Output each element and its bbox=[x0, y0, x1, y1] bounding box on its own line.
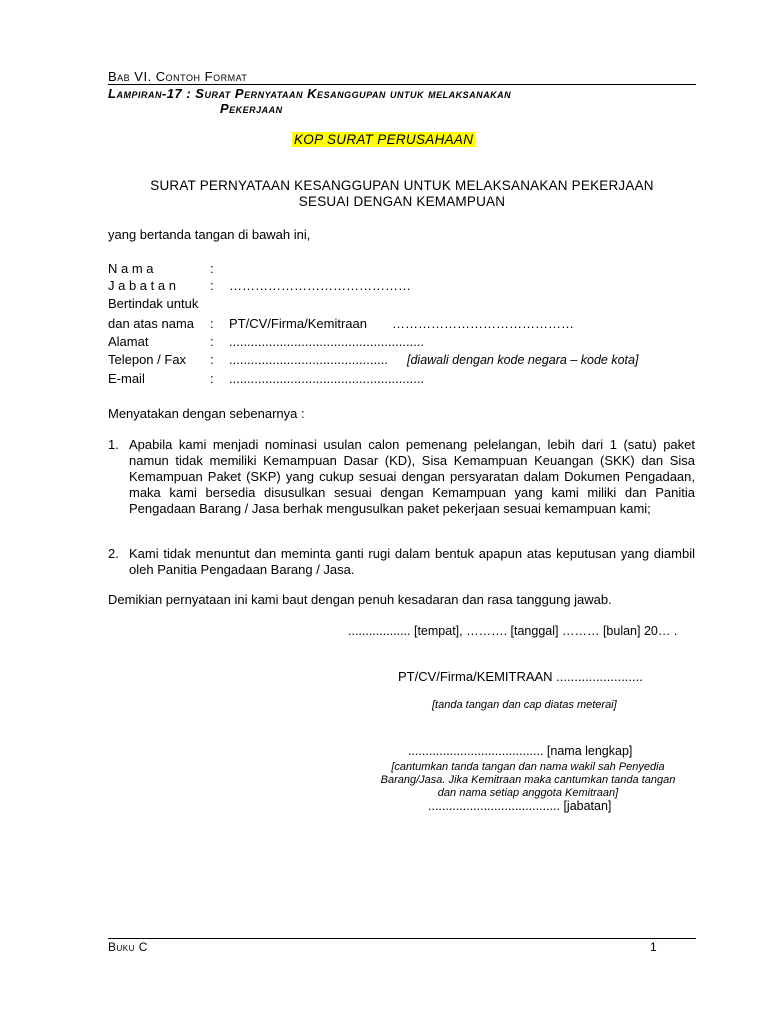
jabatan-colon: : bbox=[210, 278, 214, 293]
telepon-value: ............................................ bbox=[229, 352, 388, 367]
intro-text: yang bertanda tangan di bawah ini, bbox=[108, 227, 311, 242]
alamat-colon: : bbox=[210, 334, 214, 349]
item-number: 2. bbox=[108, 546, 119, 561]
jabatan-value: …………………………………… bbox=[229, 278, 411, 293]
document-title-line2: SESUAI DENGAN KEMAMPUAN bbox=[298, 194, 506, 209]
company-line: PT/CV/Firma/KEMITRAAN ........................ bbox=[398, 669, 643, 684]
closing-text: Demikian pernyataan ini kami baut dengan penuh kesadaran dan rasa tanggung jawab. bbox=[108, 592, 612, 607]
declaration-text: Menyatakan dengan sebenarnya : bbox=[108, 406, 305, 421]
bertindak-label-line1: Bertindak untuk bbox=[108, 296, 199, 311]
nama-label: N a m a bbox=[108, 261, 154, 276]
footer-book: Buku C bbox=[108, 940, 148, 954]
header-rule bbox=[108, 84, 696, 85]
page-number: 1 bbox=[650, 940, 657, 954]
position-line: ...................................... [jabatan] bbox=[428, 799, 612, 813]
name-note-line3: dan nama setiap anggota Kemitraan] bbox=[437, 787, 619, 799]
jabatan-label: J a b a t a n bbox=[108, 278, 176, 293]
bertindak-label-line2: dan atas nama bbox=[108, 316, 195, 331]
nama-colon: : bbox=[210, 261, 214, 276]
email-value: ...................................................... bbox=[229, 371, 425, 386]
alamat-value: ...................................................... bbox=[229, 334, 425, 349]
document-title-line1: SURAT PERNYATAAN KESANGGUPAN UNTUK MELAKSANAKAN PEKERJAAN bbox=[150, 178, 654, 193]
place-date-line: .................. [tempat], ………. [tanggal] ……… [bulan] 20… . bbox=[348, 624, 678, 638]
item-number: 1. bbox=[108, 437, 119, 452]
name-note-line2: Barang/Jasa. Jika Kemitraan maka cantumkan tanda tangan bbox=[380, 774, 676, 786]
lampiran-title-line1: Lampiran-17 : Surat Pernyataan Kesanggupan untuk melaksanakan bbox=[108, 86, 512, 101]
telepon-label: Telepon / Fax bbox=[108, 352, 187, 367]
bertindak-value: PT/CV/Firma/Kemitraan bbox=[229, 316, 367, 331]
name-line: ....................................... [nama lengkap] bbox=[408, 744, 633, 758]
stamp-note: [tanda tangan dan cap diatas meterai] bbox=[432, 699, 617, 711]
email-label: E-mail bbox=[108, 371, 145, 386]
kop-surat-placeholder: KOP SURAT PERUSAHAAN bbox=[294, 132, 474, 147]
list-item: Apabila kami menjadi nominasi usulan calon pemenang pelelangan, lebih dari 1 (satu) paket namun tidak memiliki Kemampuan Dasar (KD), Sisa Kemampuan Keuangan (SKK) dan Sisa Kemampuan Paket (SKP) yang cukup sesuai dengan persyaratan dalam Dokumen Pengadaan, maka kami bersedia disusulkan sesuai dengan Kemampuan yang kami miliki dan Panitia Pengadaan Barang / Jasa berhak mengusulkan paket pekerjaan sesuai kemampuan kami; bbox=[129, 437, 695, 516]
footer-rule bbox=[108, 938, 696, 939]
chapter-header: Bab VI. Contoh Format bbox=[108, 69, 248, 84]
telepon-colon: : bbox=[210, 352, 214, 367]
bertindak-dots: …………………………………… bbox=[392, 316, 574, 331]
lampiran-title-line2: Pekerjaan bbox=[220, 101, 283, 116]
name-note-line1: [cantumkan tanda tangan dan nama wakil sah Penyedia bbox=[391, 761, 665, 773]
telepon-note: [diawali dengan kode negara – kode kota] bbox=[407, 353, 639, 367]
bertindak-colon: : bbox=[210, 316, 214, 331]
alamat-label: Alamat bbox=[108, 334, 149, 349]
list-item: Kami tidak menuntut dan meminta ganti rugi dalam bentuk apapun atas keputusan yang diambil oleh Panitia Pengadaan Barang / Jasa. bbox=[129, 546, 695, 577]
email-colon: : bbox=[210, 371, 214, 386]
